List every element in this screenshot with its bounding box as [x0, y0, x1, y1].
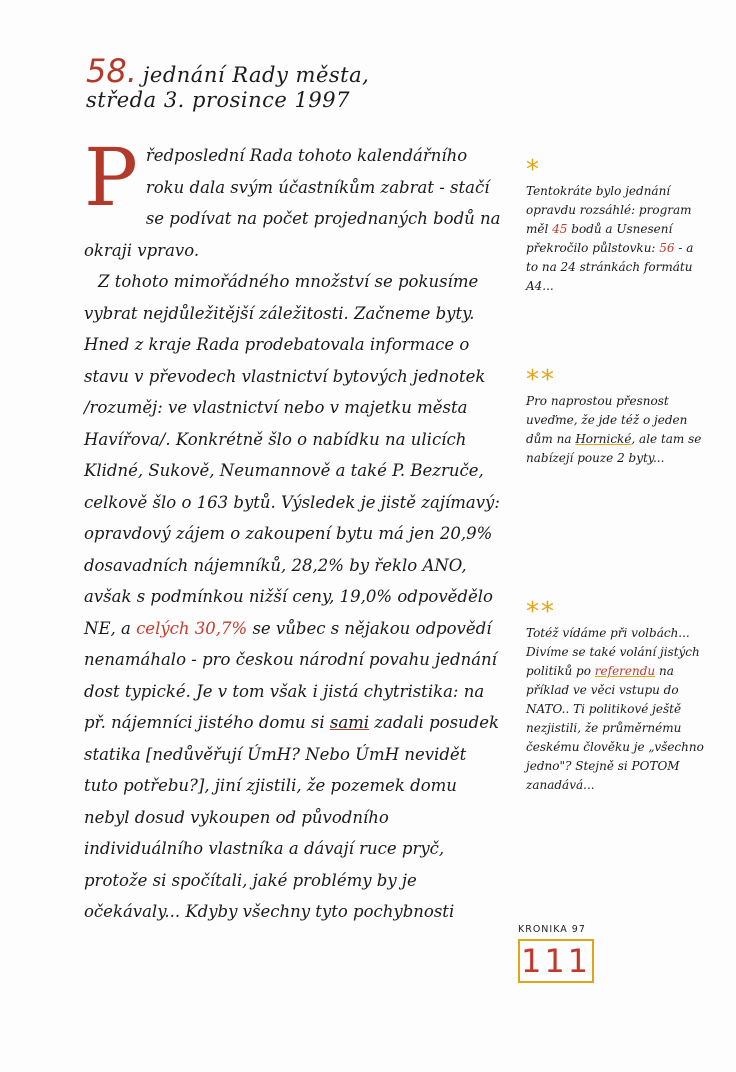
- double-asterisk-icon: **: [526, 597, 556, 627]
- margin-note-2: [526, 365, 706, 468]
- meeting-title: jednání Rady města,: [142, 63, 370, 87]
- page-stamp: [518, 924, 602, 983]
- page-heading: [86, 52, 369, 112]
- margin-note-1: [526, 155, 706, 296]
- chronicle-label: KRONIKA 97: [518, 924, 586, 935]
- note-1-resolution-count: 56: [659, 241, 675, 255]
- note-2-text-a: Pro naprostou přesnost uveďme, že jde též o jeden dům na: [526, 394, 688, 446]
- meeting-number: 58.: [86, 52, 137, 90]
- note-3-text-a: Totéž vídáme při volbách... Divíme se také volání jistých politiků po: [526, 626, 700, 678]
- drop-cap: P: [84, 131, 138, 224]
- meeting-date: středa 3. prosince 1997: [86, 88, 350, 112]
- note-2-underlined: Hornické: [575, 432, 632, 446]
- heading-line-1: [86, 52, 369, 88]
- note-2-text-b: , ale tam se nabízejí pouze 2 byty...: [526, 432, 702, 465]
- note-3-referendum: referendu: [594, 664, 656, 678]
- paragraph-1: ředposlední Rada tohoto kalendářního roku dala svým účastníkům zabrat - stačí se podívat na počet projednaných bodů na okraji vpravo.: [84, 146, 501, 260]
- note-3-text-b: na příklad ve věci vstupu do NATO.. Ti politikové ještě nezjistili, že průměrnému českému člověku je „všechno jedno"? Stejně si POTOM zanadává...: [526, 664, 704, 792]
- margin-note-3: [526, 597, 706, 795]
- note-1-text-a: Tentokráte bylo jednání opravdu rozsáhlé: program měl: [526, 184, 692, 236]
- paragraph-2-part-c: zadali posudek statika [nedůvěřují ÚmH? Nebo ÚmH nevidět tuto potřebu?], jiní zjistili, že pozemek domu nebyl dosud vykoupen od původního individuálního vlastníka a dávají ruce pryč, protože si spočítali, jaké problémy by je očekávaly... Kdyby všechny tyto pochybnosti: [84, 713, 499, 921]
- page-number: 111: [518, 939, 594, 983]
- note-1-text-b: bodů a Usnesení překročilo půlstovku:: [526, 222, 673, 255]
- asterisk-icon: *: [526, 155, 541, 185]
- double-asterisk-icon: **: [526, 365, 556, 395]
- note-1-agenda-count: 45: [552, 222, 568, 236]
- highlight-percentage: celých 30,7%: [136, 618, 248, 638]
- main-text: [84, 131, 504, 928]
- paragraph-2-part-b: se vůbec s nějakou odpovědí nenamáhalo - pro českou národní povahu jednání dost typické. Je v tom však i jistá chytristika: na př. nájemníci jistého domu si: [84, 618, 497, 732]
- paragraph-2-part-a: Z tohoto mimořádného množství se pokusíme vybrat nejdůležitější záležitosti. Začneme byty. Hned z kraje Rada prodebatovala informace o stavu v převodech vlastnictví bytových jednotek /rozuměj: ve vlastnictví nebo v majetku města Havířova/. Konkrétně šlo o nabídku na ulicích Klidné, Sukově, Neumannově a také P. Bezruče, celkově šlo o 163 bytů. Výsledek je jistě zajímavý: opravdový zájem o zakoupení bytu má jen 20,9% dosavadních nájemníků, 28,2% by řeklo ANO, avšak s podmínkou nižší ceny, 19,0% odpovědělo NE, a: [84, 272, 500, 638]
- note-1-text-c: - a to na 24 stránkách formátu A4...: [526, 241, 694, 293]
- underlined-word: sami: [329, 713, 370, 732]
